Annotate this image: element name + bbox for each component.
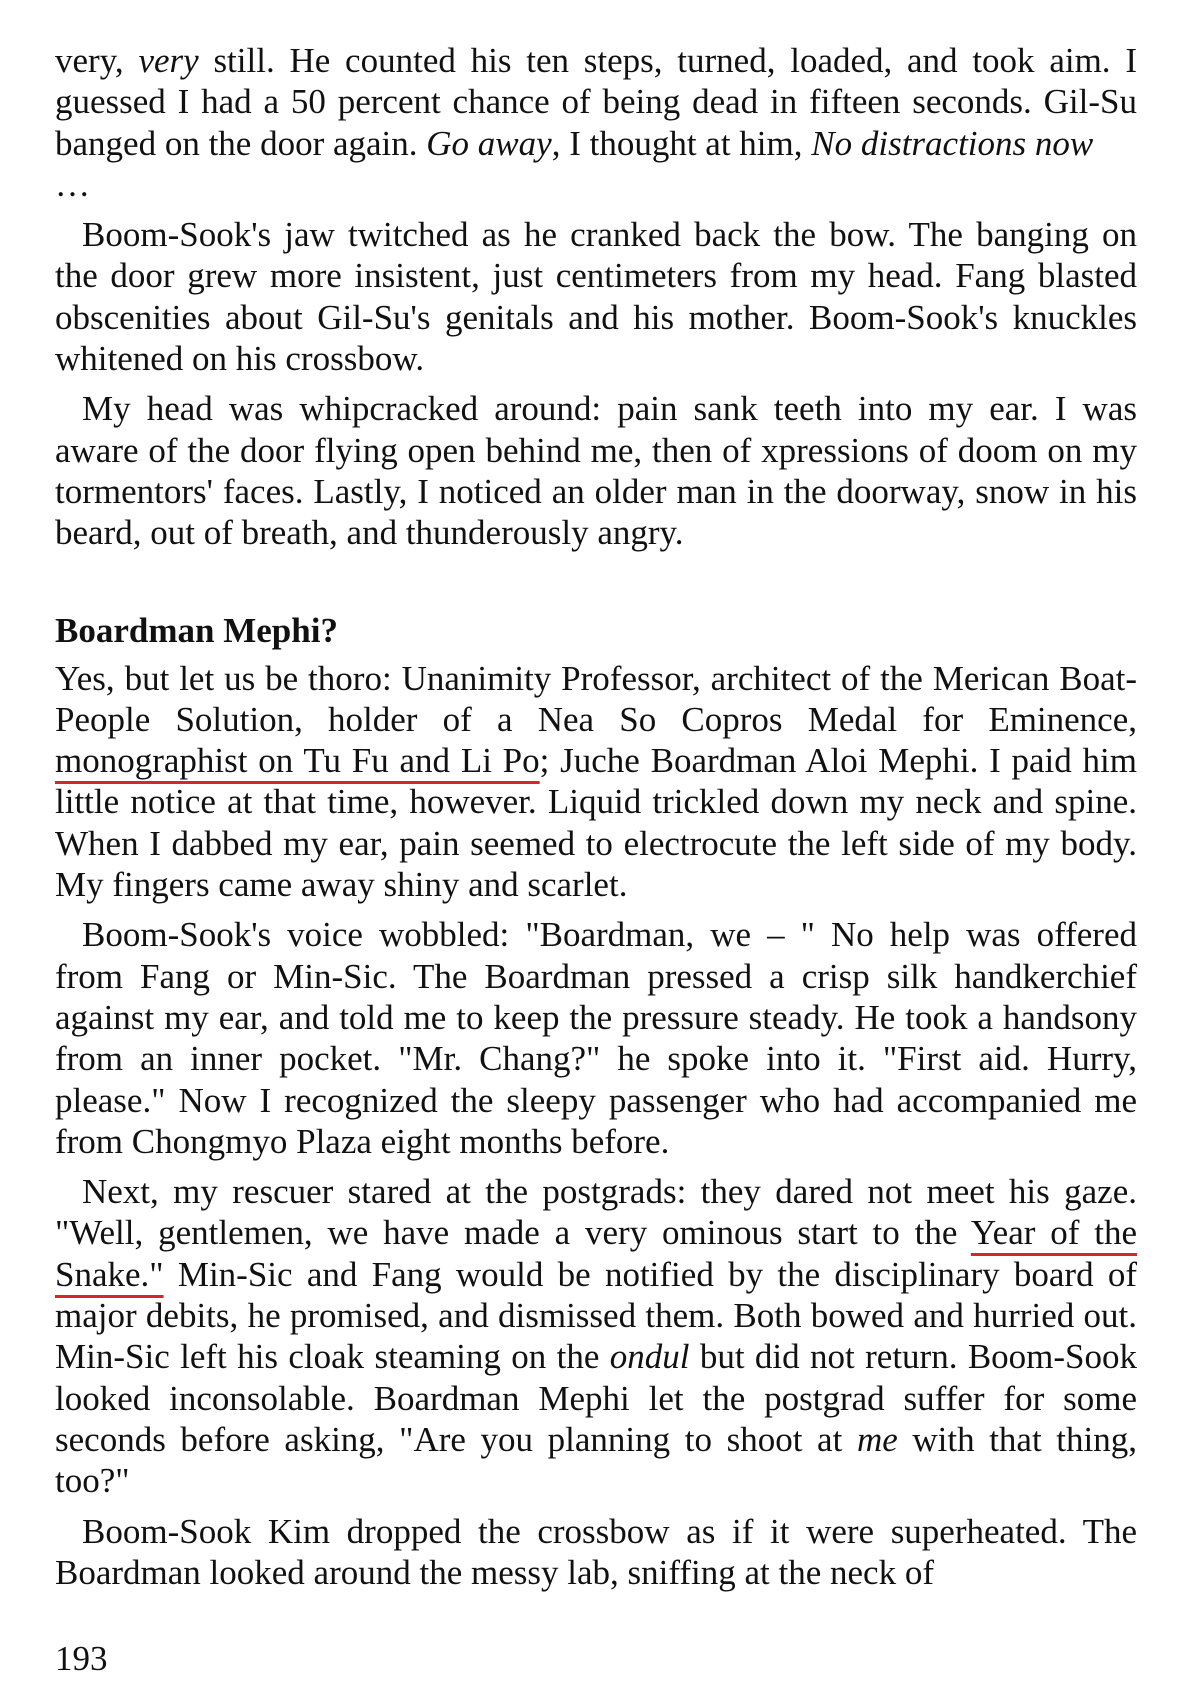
section-heading: Boardman Mephi? bbox=[55, 610, 338, 650]
paragraph-6 bbox=[55, 1171, 1137, 1501]
text-run: , I thought at him, bbox=[551, 123, 812, 163]
ellipsis: … bbox=[55, 164, 90, 204]
page-number: 193 bbox=[55, 1639, 108, 1678]
book-page bbox=[55, 40, 1137, 1602]
italic-run: me bbox=[856, 1419, 898, 1459]
text-run: ; Juche Boardman Aloi Mephi. I paid him little notice at that time, however. Liquid trickled down my neck and spine. When I dabbed my ear, pain seemed to electrocute the left side of my body. My fingers came away shiny and scarlet. bbox=[55, 741, 1137, 905]
text-run: very, bbox=[55, 41, 139, 80]
paragraph-3: My head was whipcracked around: pain sank teeth into my ear. I was aware of the door flying open behind me, then of xpressions of doom on my tormentors' faces. Lastly, I noticed an older man in the doorway, snow in his beard, out of breath, and thunderously angry. bbox=[55, 389, 1137, 553]
highlighted-phrase: monographist on Tu Fu and Li Po bbox=[55, 741, 540, 781]
paragraph-7: Boom-Sook Kim dropped the crossbow as if it were superheated. The Boardman looked around the messy lab, sniffing at the neck of bbox=[55, 1511, 1137, 1592]
text-run: Yes, but let us be thoro: Unanimity Professor, architect of the Merican Boat-People Solution, holder of a Nea So Copros Medal for Eminence, bbox=[55, 658, 1137, 739]
paragraph-1 bbox=[55, 40, 1137, 205]
paragraph-5: Boom-Sook's voice wobbled: "Boardman, we – " No help was offered from Fang or Min-Sic. The Boardman pressed a crisp silk handkerchief against my ear, and told me to keep the pressure steady. He took a handsony from an inner pocket. "Mr. Chang?" he spoke into it. "First aid. Hurry, please." Now I recognized the sleepy passenger who had accompanied me from Chongmyo Plaza eight months before. bbox=[55, 915, 1137, 1161]
paragraph-2: Boom-Sook's jaw twitched as he cranked back the bow. The banging on the door grew more insistent, just centimeters from my head. Fang blasted obscenities about Gil-Su's genitals and his mother. Boom-Sook's knuckles whitened on his crossbow. bbox=[55, 215, 1137, 379]
text-run: still. He counted his ten steps, turned, loaded, and took aim. I guessed I had a 50 percent chance of being dead in fifteen seconds. Gil-Su banged on the door again. bbox=[55, 41, 1137, 163]
italic-run: ondul bbox=[609, 1337, 690, 1377]
text-run: Min-Sic and Fang would be notified by the disciplinary board of major debits, he promised, and dismissed them. Both bowed and hurried out. Min-Sic left his cloak steaming on the bbox=[55, 1254, 1137, 1377]
text-run: Next, my rescuer stared at the postgrads: they dared not meet his gaze. "Well, gentlemen, we have made a very ominous start to the bbox=[55, 1172, 1137, 1253]
italic-run: Go away bbox=[426, 123, 552, 163]
italic-run: very bbox=[138, 41, 199, 80]
highlighted-phrase: Year of the Snake." bbox=[55, 1213, 1137, 1294]
paragraph-4 bbox=[55, 658, 1137, 906]
italic-run: No distractions now bbox=[811, 123, 1094, 163]
text-run: with that thing, too?" bbox=[55, 1419, 1138, 1501]
text-run: but did not return. Boom-Sook looked inconsolable. Boardman Mephi let the postgrad suffer for some seconds before asking, "Are you planning to shoot at bbox=[55, 1337, 1138, 1459]
